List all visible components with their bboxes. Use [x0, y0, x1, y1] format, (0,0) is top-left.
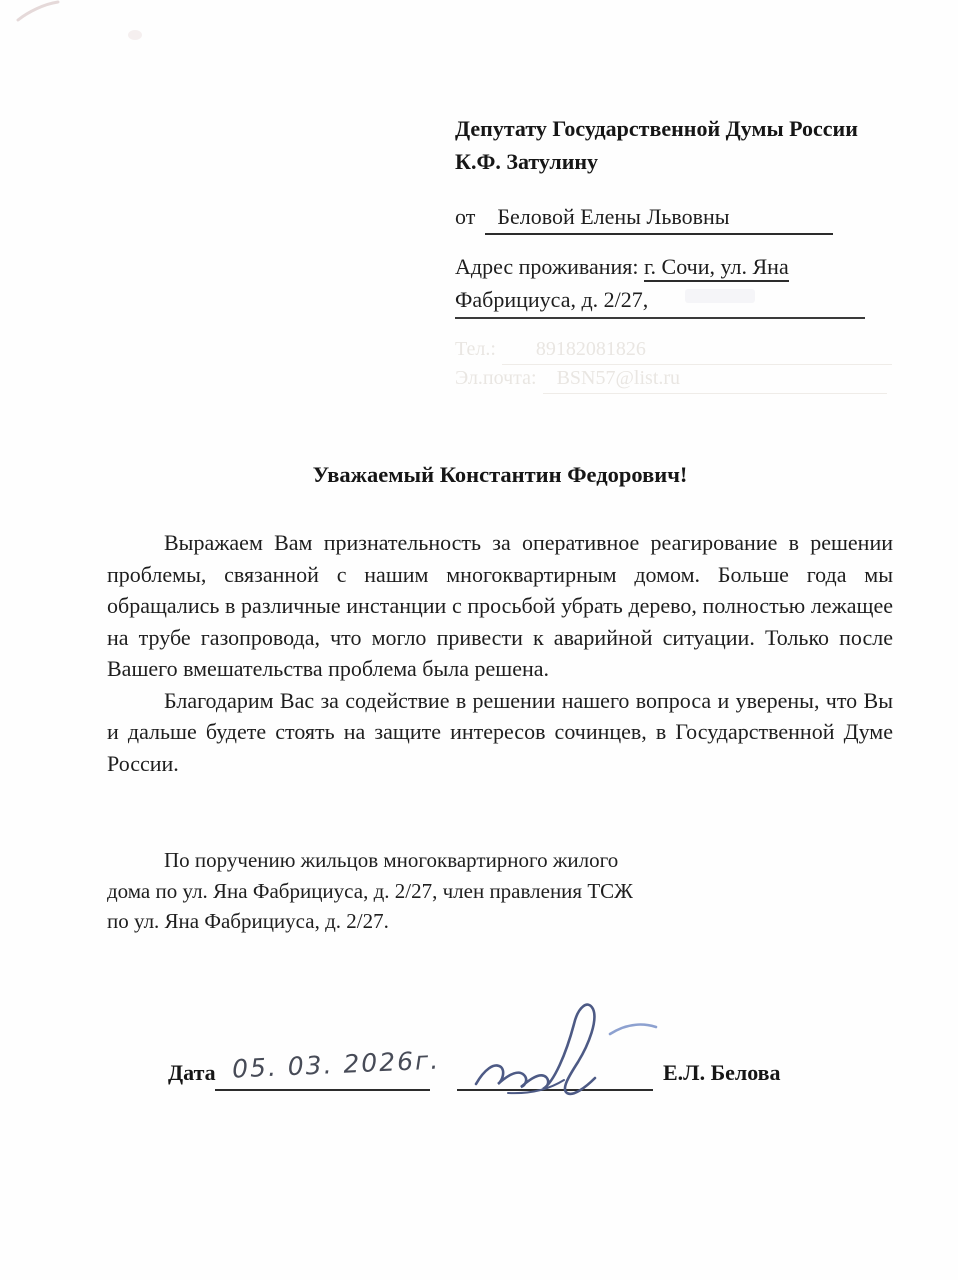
email-line	[455, 365, 905, 394]
from-line	[455, 202, 905, 235]
letter-body	[107, 527, 893, 779]
scan-artifact-pen-mark	[14, 0, 60, 22]
from-value: Беловой Елены Львовны	[485, 202, 833, 235]
greeting-line: Уважаемый Константин Федорович!	[312, 462, 688, 487]
scan-artifact-smudge	[128, 30, 142, 40]
recipient-line2: К.Ф. Затулину	[455, 149, 599, 174]
attribution-paragraph: По поручению жильцов многоквартирного жилого дома по ул. Яна Фабрициуса, д. 2/27, член правления ТСЖ по ул. Яна Фабрициуса, д. 2/27.	[107, 848, 633, 933]
redacted-apartment-smudge	[685, 289, 755, 303]
date-underline	[215, 1089, 430, 1091]
signer-name: Е.Л. Белова	[663, 1060, 781, 1085]
recipient-line1: Депутату Государственной Думы России	[455, 116, 858, 141]
phone-label: Тел.:	[455, 338, 496, 360]
from-label: от	[455, 204, 476, 229]
phone-line	[455, 336, 905, 365]
faded-contact-block	[455, 336, 905, 394]
phone-value: 89182081826	[502, 336, 892, 365]
address-label: Адрес проживания:	[455, 254, 639, 279]
email-label: Эл.почта:	[455, 367, 537, 389]
address-value-line2-wrap	[455, 283, 865, 319]
handwritten-signature	[468, 992, 688, 1102]
recipient-block	[455, 112, 905, 178]
body-paragraph-2: Благодарим Вас за содействие в решении нашего вопроса и уверены, что Вы и дальше будете стоять на защите интересов сочинцев, в Государственной Думе России.	[107, 687, 893, 776]
signature-underline	[457, 1089, 653, 1091]
email-value: BSN57@list.ru	[543, 365, 887, 394]
handwritten-date: 05. 03. 2026г.	[231, 1045, 441, 1084]
date-label: Дата	[168, 1060, 216, 1085]
body-paragraph-1: Выражаем Вам признательность за оперативное реагирование в решении проблемы, связанной с нашим многоквартирным домом. Больше года мы обращались в различные инстанции с просьбой убрать дерево, полностью лежащее на трубе газопровода, что могло привести к аварийной ситуации. Только после Вашего вмешательства проблема была решена.	[107, 530, 893, 681]
address-value-line2: Фабрициуса, д. 2/27,	[455, 287, 649, 312]
address-value-line1: г. Сочи, ул. Яна	[644, 254, 789, 282]
address-block	[455, 250, 903, 319]
